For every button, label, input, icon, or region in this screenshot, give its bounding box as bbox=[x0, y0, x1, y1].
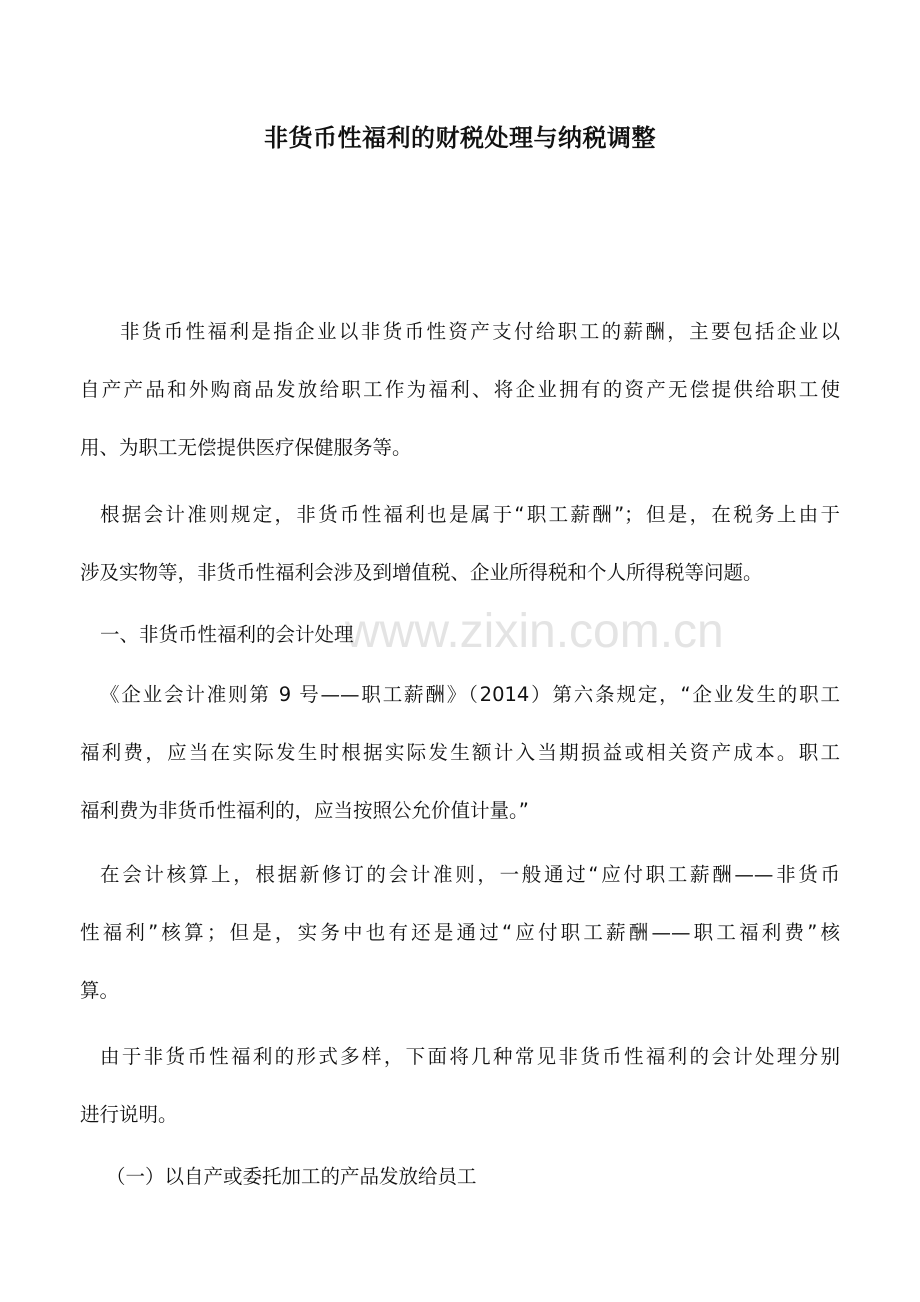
section-heading bbox=[80, 606, 840, 664]
paragraph-definition bbox=[80, 303, 840, 477]
paragraph-line: 由于非货币性福利的形式多样，下面将几种常见非货币性福利的会计处理分别 bbox=[100, 1045, 840, 1068]
subsection-heading bbox=[80, 1148, 840, 1206]
paragraph-forms bbox=[80, 1028, 840, 1144]
paragraph-accounting-method bbox=[80, 846, 840, 1020]
paragraph-accounting-standard bbox=[80, 486, 840, 602]
paragraph-line: 非货币性福利是指企业以非货币性资产支付给职工的薪酬，主要包括企业以 bbox=[120, 320, 840, 343]
subsection-heading-line: （一）以自产或委托加工的产品发放给员工 bbox=[106, 1165, 477, 1188]
paragraph-line: 涉及实物等，非货币性福利会涉及到增值税、企业所得税和个人所得税等问题。 bbox=[80, 561, 763, 584]
paragraph-line: 算。 bbox=[80, 979, 120, 1002]
paragraph-line: 福利费，应当在实际发生时根据实际发生额计入当期损益或相关资产成本。职工 bbox=[80, 741, 840, 764]
paragraph-line: 根据会计准则规定，非货币性福利也是属于“职工薪酬”；但是，在税务上由于 bbox=[100, 503, 840, 526]
watermark: www.zixin.com.cn bbox=[345, 605, 724, 658]
paragraph-line: 性福利”核算；但是，实务中也有还是通过“应付职工薪酬——职工福利费”核 bbox=[80, 921, 840, 944]
paragraph-standard-quote bbox=[80, 666, 840, 840]
paragraph-line: 福利费为非货币性福利的，应当按照公允价值计量。” bbox=[80, 799, 529, 822]
paragraph-line: 《企业会计准则第 9 号——职工薪酬》（2014）第六条规定，“企业发生的职工 bbox=[100, 683, 840, 706]
paragraph-line: 进行说明。 bbox=[80, 1103, 178, 1126]
paragraph-line: 在会计核算上，根据新修订的会计准则，一般通过“应付职工薪酬——非货币 bbox=[100, 863, 840, 886]
section-heading-line: 一、非货币性福利的会计处理 bbox=[100, 623, 354, 646]
paragraph-line: 用、为职工无偿提供医疗保健服务等。 bbox=[80, 436, 412, 459]
document-title: 非货币性福利的财税处理与纳税调整 bbox=[264, 124, 656, 152]
paragraph-line: 自产产品和外购商品发放给职工作为福利、将企业拥有的资产无偿提供给职工使 bbox=[80, 378, 840, 401]
